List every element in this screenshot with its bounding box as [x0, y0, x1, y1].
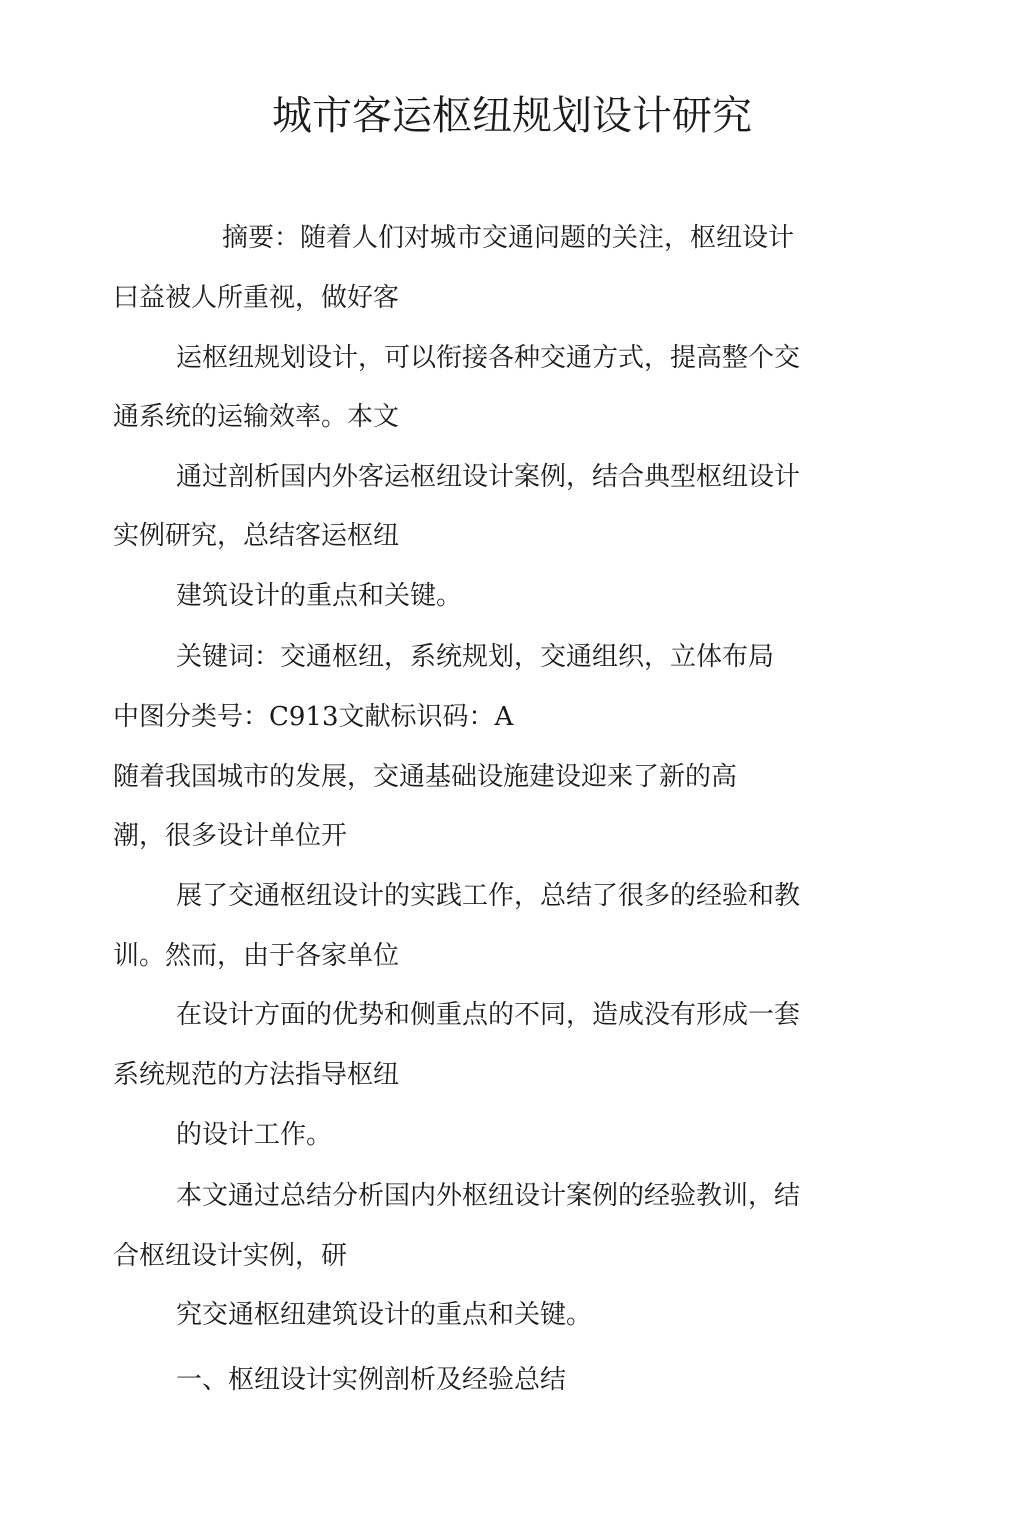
- body-line-2: 潮，很多设计单位开: [113, 821, 348, 851]
- body-line-7: 的设计工作。: [176, 1120, 333, 1150]
- abstract-line-3: 运枢纽规划设计，可以衔接各种交通方式，提高整个交: [176, 343, 801, 373]
- section-heading: 一、枢纽设计实例剖析及经验总结: [176, 1365, 567, 1395]
- keywords-line: 关键词：交通枢纽，系统规划，交通组织，立体布局: [176, 642, 775, 672]
- classification-line: 中图分类号：C913文献标识码：A: [113, 702, 514, 732]
- abstract-line-7: 建筑设计的重点和关键。: [176, 581, 463, 611]
- body-line-5: 在设计方面的优势和侧重点的不同，造成没有形成一套: [176, 1000, 801, 1030]
- document-title: 城市客运枢纽规划设计研究: [272, 93, 752, 139]
- abstract-line-5: 通过剖析国内外客运枢纽设计案例，结合典型枢纽设计: [176, 462, 801, 492]
- body-line-9: 合枢纽设计实例，研: [113, 1241, 348, 1271]
- body-line-1: 随着我国城市的发展，交通基础设施建设迎来了新的高: [113, 762, 738, 792]
- body-line-3: 展了交通枢纽设计的实践工作，总结了很多的经验和教: [176, 881, 801, 911]
- abstract-line-1: 摘要：随着人们对城市交通问题的关注，枢纽设计: [222, 223, 795, 253]
- abstract-line-2: 曰益被人所重视，做好客: [113, 283, 400, 313]
- abstract-line-4: 通系统的运输效率。本文: [113, 402, 400, 432]
- body-line-8: 本文通过总结分析国内外枢纽设计案例的经验教训，结: [176, 1181, 801, 1211]
- abstract-line-6: 实例研究，总结客运枢纽: [113, 521, 400, 551]
- body-line-10: 究交通枢纽建筑设计的重点和关键。: [176, 1300, 593, 1330]
- body-line-4: 训。然而，由于各家单位: [113, 941, 400, 971]
- body-line-6: 系统规范的方法指导枢纽: [113, 1060, 400, 1090]
